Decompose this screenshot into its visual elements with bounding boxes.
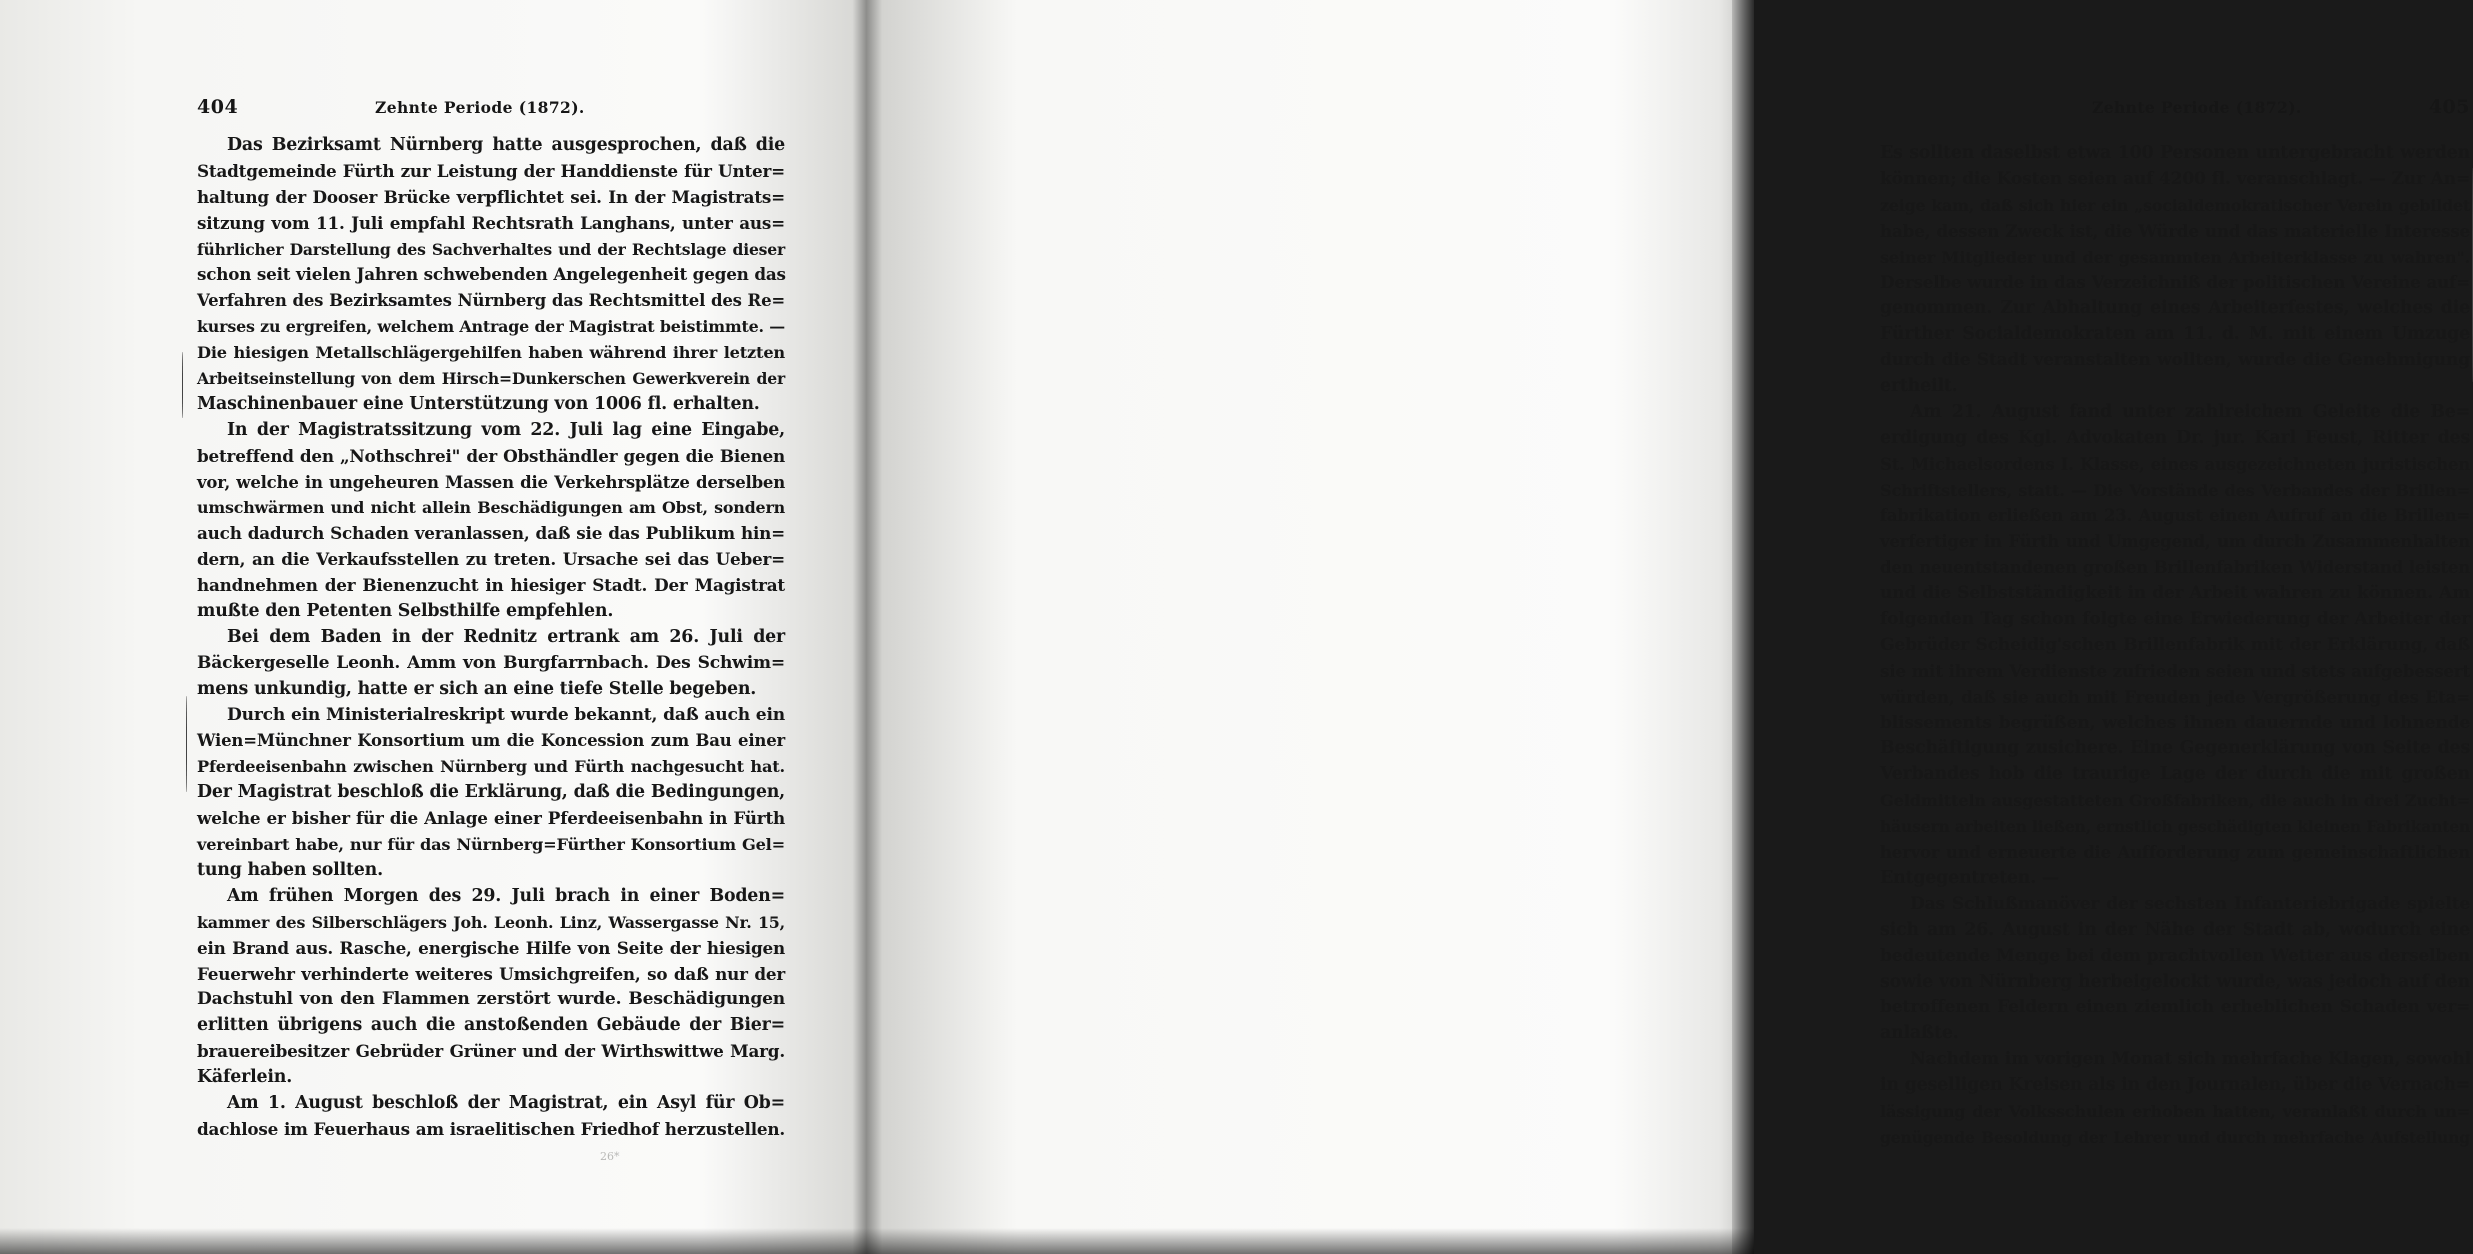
- text-line: sich am 26. August in der Nähe der Stadt ab, wodurch eine: [1880, 919, 2470, 940]
- margin-mark: [186, 696, 187, 792]
- bottom-shadow: [0, 1228, 1754, 1254]
- text-line: fabrikation erließen am 23. August einen Aufruf an die Brillen=: [1880, 506, 2470, 526]
- left-running-title: Zehnte Periode (1872).: [375, 98, 585, 117]
- text-line: ein Brand aus. Rasche, energische Hilfe von Seite der hiesigen: [197, 937, 785, 958]
- text-line: Entgegentreten. —: [1880, 867, 2060, 888]
- text-line: tung haben sollten.: [197, 859, 383, 880]
- right-page-header: [1880, 96, 2470, 124]
- signature-mark: 26*: [600, 1150, 620, 1163]
- text-line: Das Bezirksamt Nürnberg hatte ausgesprochen, daß die: [227, 135, 785, 155]
- right-page: [880, 0, 2471, 1254]
- left-page-body: [197, 133, 785, 1143]
- text-line: Geldmitteln ausgestatteten Großfabriken, die auch in drei Zucht=: [1880, 791, 2470, 811]
- text-line: anlaßte.: [1880, 1023, 1959, 1044]
- text-line: genügende Besoldung der Lehrer und durch mehrfache Aufstellung: [1880, 1127, 2470, 1147]
- text-line: Fürther Socialdemokraten am 11. d. M. mit einem Umzuge: [1880, 324, 2470, 345]
- text-line: mens unkundig, hatte er sich an eine tiefe Stelle begeben.: [197, 678, 757, 699]
- text-line: Das Schlußmanöver der sechsten Infanteriebrigade spielte: [1910, 893, 2470, 914]
- text-line: können; die Kosten seien auf 4200 fl. veranschlagt. — Zur An=: [1880, 168, 2470, 189]
- text-line: kurses zu ergreifen, welchem Antrage der Magistrat beistimmte. —: [197, 317, 785, 337]
- text-line: Die hiesigen Metallschlägergehilfen haben während ihrer letzten: [197, 343, 785, 363]
- text-line: auch dadurch Schaden veranlassen, daß sie das Publikum hin=: [197, 523, 785, 544]
- text-line: habe, dessen Zweck ist, die Würde und das materielle Interesse: [1880, 220, 2470, 241]
- text-line: vor, welche in ungeheuren Massen die Verkehrsplätze derselben: [197, 472, 785, 492]
- text-line: den neuentstandenen großen Brillenfabriken Widerstand leisten: [1880, 558, 2470, 578]
- text-line: sowie von Nürnberg herbeigelockt wurde, was jedoch auf den: [1880, 971, 2470, 992]
- text-line: betroffenen Feldern einen ziemlich erheblichen Schaden ver=: [1880, 997, 2470, 1018]
- right-page-number: 405: [2428, 96, 2470, 118]
- text-line: schon seit vielen Jahren schwebenden Angelegenheit gegen das: [197, 264, 786, 285]
- text-line: Feuerwehr verhinderte weiteres Umsichgreifen, so daß nur der: [197, 963, 785, 984]
- text-line: betreffend den „Nothschrei" der Obsthändler gegen die Bienen: [197, 445, 785, 466]
- text-line: genommen. Zur Abhaltung eines Arbeiterfestes, welches die: [1880, 298, 2470, 319]
- text-line: In der Magistratssitzung vom 22. Juli lag eine Eingabe,: [227, 419, 785, 440]
- left-page: [0, 0, 870, 1254]
- text-line: führlicher Darstellung des Sachverhaltes und der Rechtslage dieser: [197, 239, 785, 259]
- text-line: Beschäftigung zusichere. Eine Gegenerklärung von Seite des: [1880, 738, 2470, 759]
- text-line: Bei dem Baden in der Rednitz ertrank am 26. Juli der: [227, 626, 785, 647]
- text-line: umschwärmen und nicht allein Beschädigungen am Obst, sondern: [197, 498, 785, 518]
- text-line: Dachstuhl von den Flammen zerstört wurde. Beschädigungen: [197, 989, 785, 1010]
- text-line: St. Michaelsordens I. Klasse, eines ausgezeichneten juristischen: [1880, 454, 2470, 474]
- text-line: bedeutende Menge bei dem prachtvollen Wetter aus derselben: [1880, 945, 2470, 966]
- text-line: Am 21. August fand unter zahlreichem Geleite die Be=: [1910, 401, 2470, 422]
- text-line: verfertiger in Fürth und Umgegend, um durch Zusammenhalten: [1880, 532, 2470, 552]
- text-line: folgenden Tag schon folgte eine Erwiederung der Arbeiter der: [1880, 609, 2470, 630]
- text-line: Käferlein.: [197, 1067, 293, 1088]
- text-line: Stadtgemeinde Fürth zur Leistung der Handdienste für Unter=: [197, 160, 785, 181]
- text-line: Am 1. August beschloß der Magistrat, ein Asyl für Ob=: [227, 1092, 785, 1113]
- text-line: haltung der Dooser Brücke verpflichtet sei. In der Magistrats=: [197, 186, 785, 207]
- text-line: sie mit ihrem Verdienste zufrieden seien und stets aufgebessert: [1880, 660, 2470, 681]
- book-edge: [1732, 0, 1754, 1254]
- text-line: ertheilt.: [1880, 376, 1958, 397]
- text-line: blissements begrüßen, welches ihnen dauernde und lohnende: [1880, 712, 2470, 733]
- text-line: Gebrüder Scheidig'schen Brillenfabrik mit der Erklärung, daß: [1880, 634, 2470, 655]
- right-running-title: Zehnte Periode (1872).: [2092, 98, 2302, 117]
- text-line: lässigung der Volksschulen erhoben hatten, veranlaßt durch un=: [1880, 1101, 2470, 1121]
- text-line: Verbandes hob die traurige Lage der durch die mit großen: [1880, 764, 2470, 785]
- text-line: Verfahren des Bezirksamtes Nürnberg das Rechtsmittel des Re=: [197, 291, 785, 311]
- text-line: Schriftstellers, statt. — Die Vorstände des Verbandes der Brillen=: [1880, 480, 2470, 500]
- text-line: Der Magistrat beschloß die Erklärung, daß die Bedingungen,: [197, 782, 785, 803]
- text-line: Arbeitseinstellung von dem Hirsch=Dunkerschen Gewerkverein der: [197, 369, 785, 389]
- text-line: dachlose im Feuerhaus am israelitischen Friedhof herzustellen.: [197, 1118, 785, 1139]
- left-page-number: 404: [197, 96, 239, 118]
- text-line: Durch ein Ministerialreskript wurde bekannt, daß auch ein: [227, 704, 785, 725]
- text-line: welche er bisher für die Anlage einer Pferdeeisenbahn in Fürth: [197, 808, 785, 829]
- left-page-header: [197, 96, 785, 124]
- text-line: zeige kam, daß sich hier ein „socialdemokratischer Verein gebildet: [1880, 195, 2470, 215]
- text-line: erdigung des Kgl. Advokaten Dr. jur. Karl Feust, Ritter des: [1880, 427, 2470, 448]
- text-line: erlitten übrigens auch die anstoßenden Gebäude der Bier=: [197, 1015, 785, 1036]
- margin-mark: [182, 352, 183, 418]
- right-page-body: [1880, 141, 2470, 1151]
- text-line: hervor und erneuerte die Aufforderung zum gemeinschaftlichen: [1880, 843, 2470, 863]
- text-line: vereinbart habe, nur für das Nürnberg=Fürther Konsortium Gel=: [197, 835, 785, 855]
- text-line: kammer des Silberschlägers Joh. Leonh. Linz, Wassergasse Nr. 15,: [197, 912, 785, 932]
- text-line: und die Selbstständigkeit in der Arbeit wahren zu können. Am: [1880, 583, 2470, 604]
- text-line: Nachdem im vorigen Monat sich mehrfache Klagen, sowohl: [1910, 1049, 2471, 1070]
- text-line: durch die Stadt veranstalten wollten, wurde die Genehmigung: [1880, 350, 2470, 371]
- text-line: in geselligen Kreisen als in den Journalen, über die Vernach=: [1880, 1075, 2471, 1096]
- text-line: häusern arbeiten ließen, ernstlich geschädigten kleinen Fabrikanten: [1880, 817, 2471, 837]
- text-line: Am frühen Morgen des 29. Juli brach in einer Boden=: [227, 885, 785, 906]
- text-line: handnehmen der Bienenzucht in hiesiger Stadt. Der Magistrat: [197, 575, 785, 596]
- text-line: mußte den Petenten Selbsthilfe empfehlen.: [197, 601, 614, 622]
- text-line: Maschinenbauer eine Unterstützung von 1006 fl. erhalten.: [197, 393, 760, 414]
- text-line: seiner Mitglieder und der gesammten Arbeiterklasse zu wahren".: [1880, 247, 2470, 267]
- text-line: brauereibesitzer Gebrüder Grüner und der Wirthswittwe Marg.: [197, 1041, 785, 1062]
- text-line: Bäckergeselle Leonh. Amm von Burgfarrnbach. Des Schwim=: [197, 652, 785, 673]
- text-line: dern, an die Verkaufsstellen zu treten. Ursache sei das Ueber=: [197, 549, 785, 570]
- text-line: sitzung vom 11. Juli empfahl Rechtsrath Langhans, unter aus=: [197, 212, 785, 233]
- text-line: Pferdeeisenbahn zwischen Nürnberg und Fürth nachgesucht hat.: [197, 757, 785, 777]
- text-line: Derselbe wurde in das Verzeichniß der politischen Vereine auf=: [1880, 272, 2470, 293]
- text-line: Es sollten daselbst etwa 100 Personen untergebracht werden: [1880, 143, 2470, 163]
- text-line: würden, daß sie auch mit Freuden jede Vergrößerung des Eta=: [1880, 686, 2470, 707]
- text-line: Wien=Münchner Konsortium um die Koncession zum Bau einer: [197, 731, 785, 751]
